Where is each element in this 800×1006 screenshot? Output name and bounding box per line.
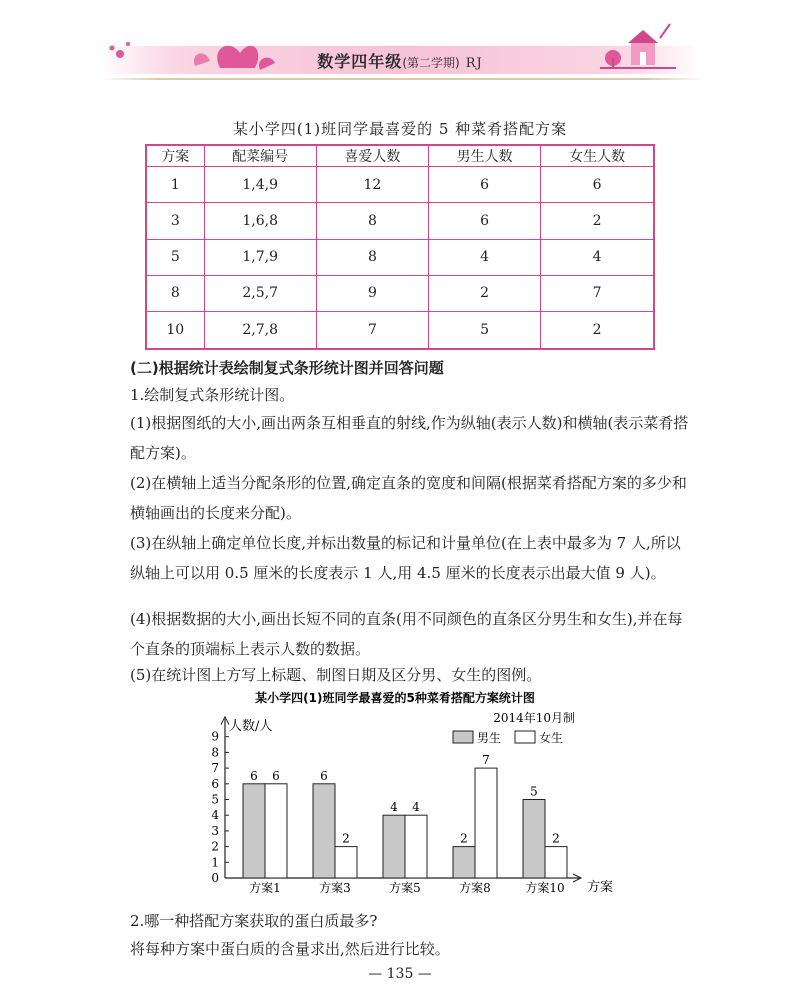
y-tick-label: 2 — [211, 839, 219, 854]
table-cell: 6 — [429, 167, 541, 203]
step-4: (4)根据数据的大小,画出长短不同的直条(用不同颜色的直条区分男生和女生),并在每个直条的顶端标上表示人数的数据。 — [130, 610, 683, 658]
x-tick-label: 方案10 — [525, 881, 565, 895]
table-header-cell: 方案 — [146, 145, 204, 167]
bar-男生 — [453, 847, 475, 878]
bar-男生 — [243, 784, 265, 878]
table-cell: 3 — [146, 203, 204, 239]
table-cell: 6 — [429, 203, 541, 239]
table-cell: 10 — [146, 312, 204, 349]
bar-value-label: 4 — [412, 800, 420, 815]
bar-value-label: 6 — [272, 768, 280, 783]
table-cell: 2,7,8 — [204, 312, 316, 349]
step-1: (1)根据图纸的大小,画出两条互相垂直的射线,作为纵轴(表示人数)和横轴(表示菜肴搭配方案)。 — [130, 414, 689, 462]
table-cell: 8 — [316, 203, 428, 239]
bar-男生 — [523, 800, 545, 879]
bar-value-label: 5 — [530, 784, 538, 799]
table-cell: 2,5,7 — [204, 275, 316, 311]
bar-女生 — [405, 815, 427, 878]
table-cell: 9 — [316, 275, 428, 311]
y-tick-label: 8 — [211, 745, 219, 760]
legend-label: 男生 — [477, 731, 502, 745]
bar-value-label: 6 — [250, 768, 258, 783]
bar-value-label: 2 — [460, 831, 468, 846]
y-axis-label: 人数/人 — [229, 719, 273, 734]
book-code: RJ — [465, 56, 483, 71]
table-row — [146, 275, 654, 311]
table-row — [146, 239, 654, 275]
book-title: 数学四年级 — [317, 52, 403, 71]
table-cell: 6 — [541, 167, 654, 203]
section-title: (二)根据统计表绘制复式条形统计图并回答问题 — [130, 359, 444, 377]
chart-date-note: 2014年10月制 — [493, 711, 575, 725]
table-cell: 8 — [316, 239, 428, 275]
table-cell: 5 — [429, 312, 541, 349]
table-header-cell: 女生人数 — [541, 145, 654, 167]
table-cell: 7 — [541, 275, 654, 311]
table-cell: 5 — [146, 239, 204, 275]
bar-value-label: 2 — [552, 831, 560, 846]
bar-女生 — [335, 847, 357, 878]
legend-label: 女生 — [539, 731, 564, 745]
y-tick-label: 9 — [211, 729, 219, 744]
x-tick-label: 方案3 — [319, 881, 351, 895]
table-caption: 某小学四(1)班同学最喜爱的 5 种菜肴搭配方案 — [232, 120, 568, 138]
question-2: 2.哪一种搭配方案获取的蛋白质最多? — [130, 912, 378, 930]
bar-女生 — [545, 847, 567, 878]
book-subtitle: (第二学期) — [402, 56, 460, 70]
table-cell: 2 — [541, 203, 654, 239]
table-header-cell: 男生人数 — [429, 145, 541, 167]
table-cell: 2 — [541, 312, 654, 349]
bar-value-label: 6 — [320, 768, 328, 783]
x-tick-label: 方案8 — [459, 881, 491, 895]
y-tick-label: 0 — [211, 871, 219, 885]
table-cell: 7 — [316, 312, 428, 349]
y-tick-label: 6 — [211, 776, 219, 791]
bar-男生 — [383, 815, 405, 878]
legend-swatch — [515, 731, 535, 743]
bar-男生 — [313, 784, 335, 878]
table-cell: 1,7,9 — [204, 239, 316, 275]
bar-value-label: 2 — [342, 831, 350, 846]
table-header-cell: 喜爱人数 — [316, 145, 428, 167]
y-tick-label: 1 — [211, 855, 219, 870]
table-cell: 8 — [146, 275, 204, 311]
step-3: (3)在纵轴上确定单位长度,并标出数量的标记和计量单位(在上表中最多为 7 人,所以纵轴上可以用 0.5 厘米的长度表示 1 人,用 4.5 厘米的长度表示出最大值 9 人)。 — [130, 534, 681, 582]
table-header-row — [146, 145, 654, 167]
table-cell: 1,4,9 — [204, 167, 316, 203]
chart-legend — [453, 730, 563, 745]
table-header-cell: 配菜编号 — [204, 145, 316, 167]
menu-plan-table — [145, 144, 655, 350]
bar-value-label: 4 — [390, 800, 398, 815]
answer-hint: 将每种方案中蛋白质的含量求出,然后进行比较。 — [130, 940, 450, 958]
legend-swatch — [453, 731, 473, 743]
table-cell: 2 — [429, 275, 541, 311]
page-header — [0, 0, 800, 95]
table-cell: 4 — [429, 239, 541, 275]
step-intro: 1.绘制复式条形统计图。 — [130, 386, 295, 404]
y-tick-label: 3 — [211, 823, 219, 838]
table-row — [146, 312, 654, 349]
y-tick-label: 4 — [211, 808, 219, 823]
table-cell: 4 — [541, 239, 654, 275]
y-tick-label: 5 — [211, 792, 219, 807]
table-row — [146, 203, 654, 239]
bar-女生 — [265, 784, 287, 878]
page-number: — 135 — — [368, 966, 432, 982]
header-title — [0, 49, 800, 72]
x-tick-label: 方案5 — [389, 881, 421, 895]
chart-bars — [243, 753, 567, 895]
header-rule — [100, 78, 705, 80]
table-cell: 1,6,8 — [204, 203, 316, 239]
grouped-bar-chart — [195, 686, 615, 901]
x-tick-label: 方案1 — [249, 881, 281, 895]
bar-女生 — [475, 768, 497, 878]
x-axis-label: 方案 — [587, 880, 614, 895]
table-row — [146, 167, 654, 203]
y-tick-label: 7 — [211, 761, 219, 776]
bar-value-label: 7 — [482, 753, 490, 768]
step-5: (5)在统计图上方写上标题、制图日期及区分男、女生的图例。 — [130, 666, 542, 684]
table-cell: 12 — [316, 167, 428, 203]
chart-title: 某小学四(1)班同学最喜爱的5种菜肴搭配方案统计图 — [255, 691, 535, 705]
table-cell: 1 — [146, 167, 204, 203]
step-2: (2)在横轴上适当分配条形的位置,确定直条的宽度和间隔(根据菜肴搭配方案的多少和横轴画出的长度来分配)。 — [130, 474, 687, 522]
